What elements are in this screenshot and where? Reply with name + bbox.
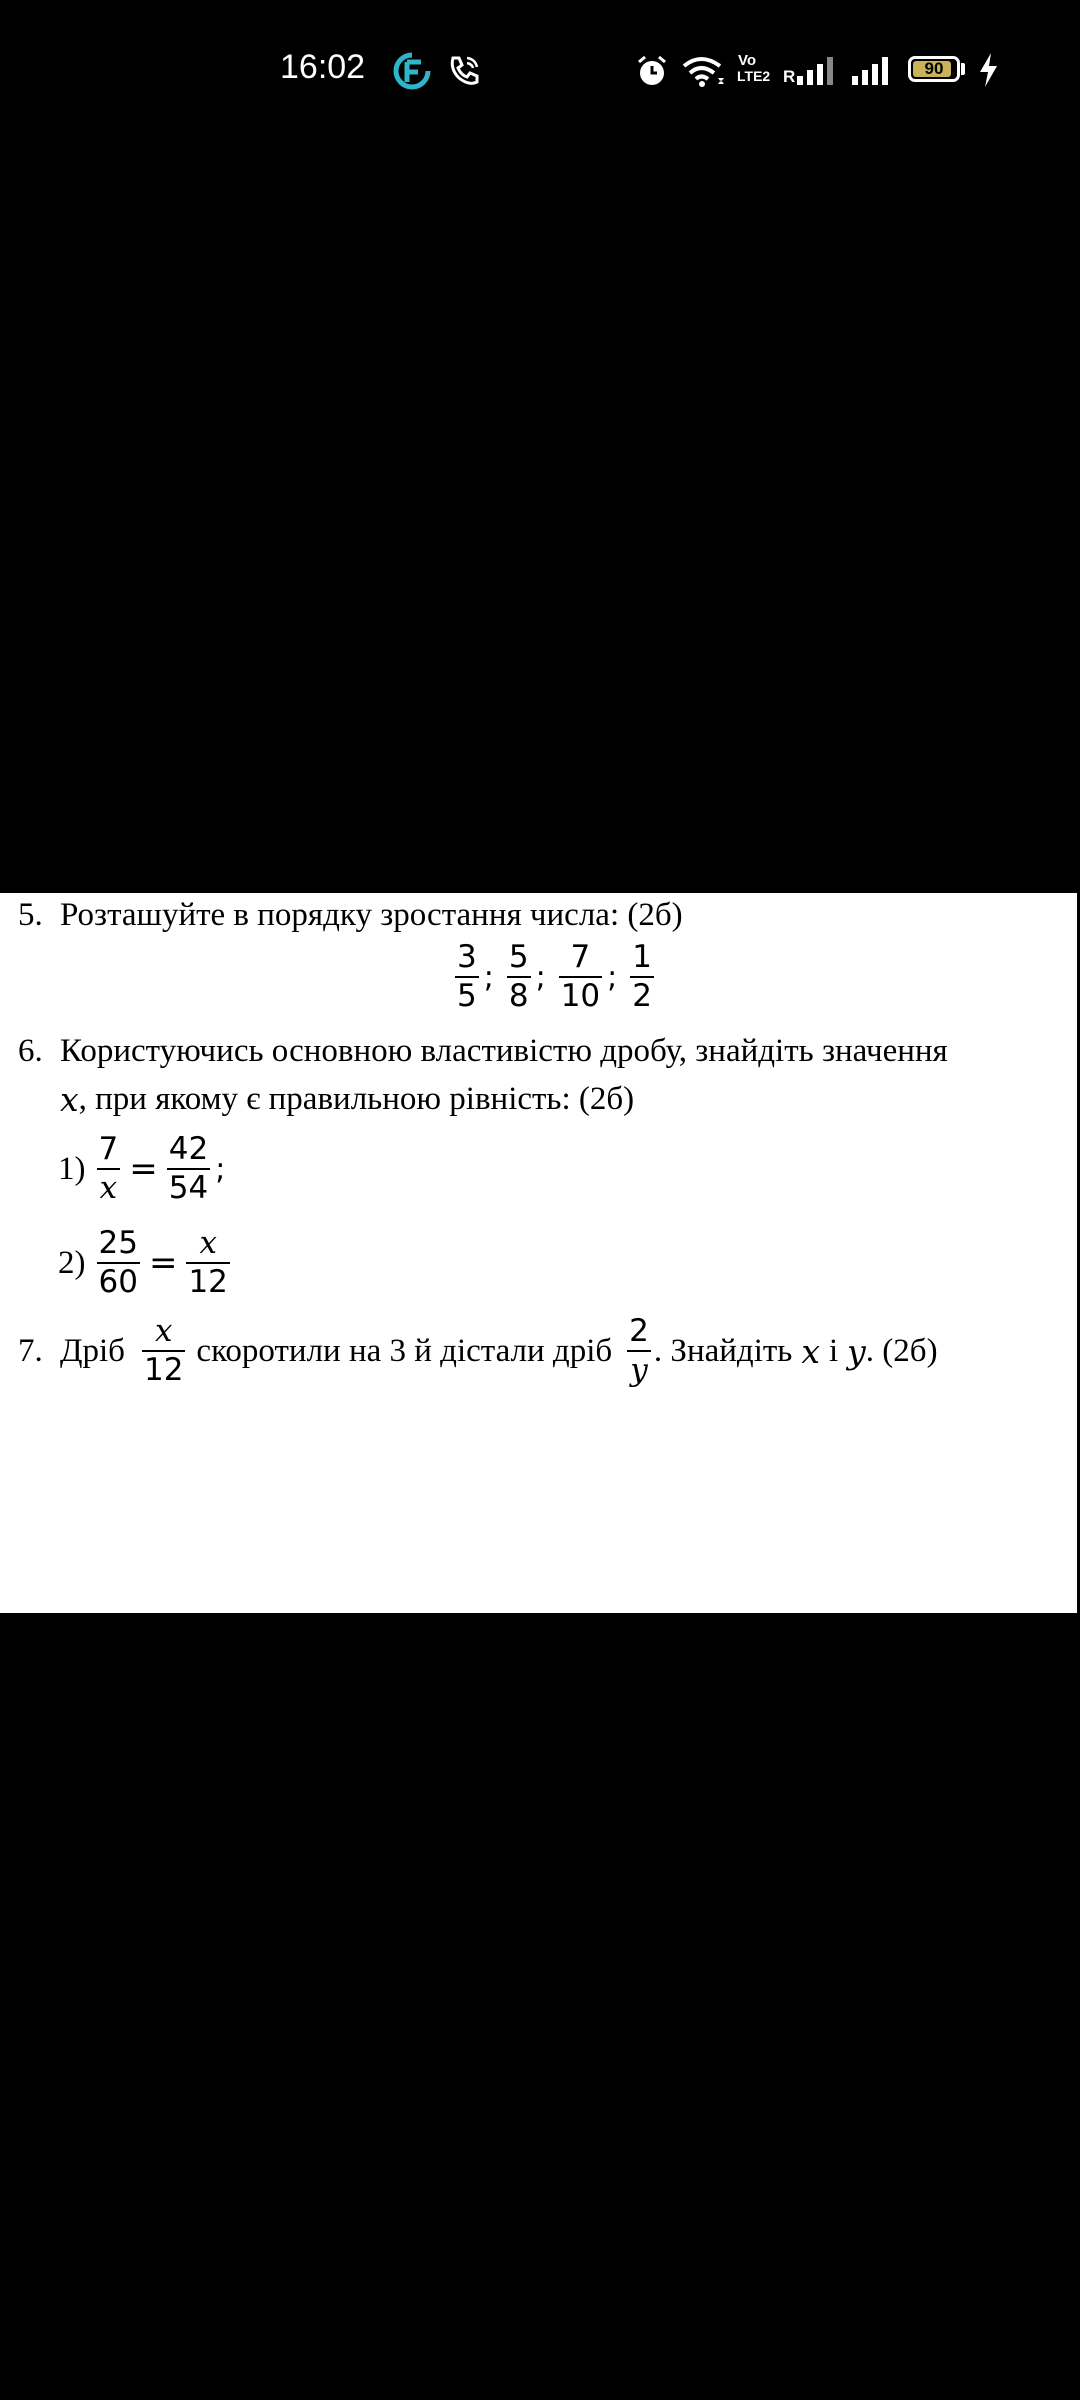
fraction: $\frac{42}{54}$ — [168, 1131, 209, 1206]
task6-statement: Користуючись основною властивістю дробу, знайдіть значення — [60, 1032, 948, 1069]
task6-text-line1 — [18, 1029, 948, 1073]
app-f-icon — [393, 52, 431, 90]
fraction: $\frac{x}{12}$ — [188, 1225, 228, 1300]
fraction: $\frac{3}{5}$ — [457, 939, 477, 1014]
task7-text-mid: скоротили на 3 й дістали дріб — [196, 1332, 613, 1369]
task5-fractions: $\frac{3}{5}$ ; $\frac{5}{8}$ ; $\frac{7}{10}$ ; $\frac{1}{2}$ — [457, 939, 652, 1014]
task7-text-end2: . (2б) — [865, 1332, 938, 1369]
variable-y: y — [847, 1331, 866, 1371]
fraction: $\frac{2}{y}$ — [629, 1313, 649, 1388]
battery-percent: 90 — [924, 59, 944, 78]
fraction: $\frac{5}{8}$ — [508, 939, 529, 1014]
item-label: 1) — [58, 1150, 86, 1187]
document-page — [0, 893, 1077, 1613]
fraction: $\frac{25}{60}$ — [98, 1225, 138, 1300]
task6-item1: 1) $\frac{7}{x}$ = $\frac{42}{54}$ ; — [58, 1131, 226, 1206]
task7-number: 7. — [18, 1332, 43, 1369]
roaming-label: R — [783, 67, 796, 86]
signal-icon — [852, 56, 892, 86]
task6-statement-cont: , при якому є правильною рівність: (2б) — [78, 1080, 635, 1117]
variable-x: x — [60, 1079, 79, 1119]
signal-icon — [797, 56, 837, 86]
equals-sign: = — [129, 1149, 158, 1189]
fraction: $\frac{1}{2}$ — [632, 939, 652, 1014]
item-label: 2) — [58, 1244, 86, 1281]
task6-number: 6. — [18, 1032, 43, 1069]
charging-icon — [977, 52, 999, 88]
fraction: $\frac{7}{x}$ — [98, 1131, 119, 1206]
wifi-icon — [680, 54, 726, 88]
battery-cap — [961, 63, 965, 75]
status-bar — [0, 0, 1080, 140]
wifi-call-icon — [447, 54, 481, 88]
task7-word1: Дріб — [60, 1332, 125, 1369]
fraction: $\frac{x}{12}$ — [143, 1313, 184, 1388]
task7-text — [18, 1303, 938, 1399]
task5-number: 5. — [18, 896, 43, 933]
alarm-icon — [635, 54, 669, 88]
task7-text-end1: . Знайдіть — [653, 1332, 793, 1369]
variable-x: x — [801, 1331, 820, 1371]
task5-statement: Розташуйте в порядку зростання числа: (2б) — [60, 896, 683, 933]
battery-indicator — [908, 56, 960, 82]
fraction: $\frac{7}{10}$ — [560, 939, 601, 1014]
equals-sign: = — [148, 1243, 178, 1283]
status-time: 16:02 — [280, 48, 366, 86]
lte-label: LTE2 — [737, 68, 771, 84]
volte-label: Vo — [738, 52, 757, 69]
task7-text-i: і — [828, 1332, 839, 1369]
task6-text-line2 — [60, 1077, 634, 1121]
task6-item2 — [58, 1215, 233, 1311]
task5-text — [18, 893, 683, 937]
